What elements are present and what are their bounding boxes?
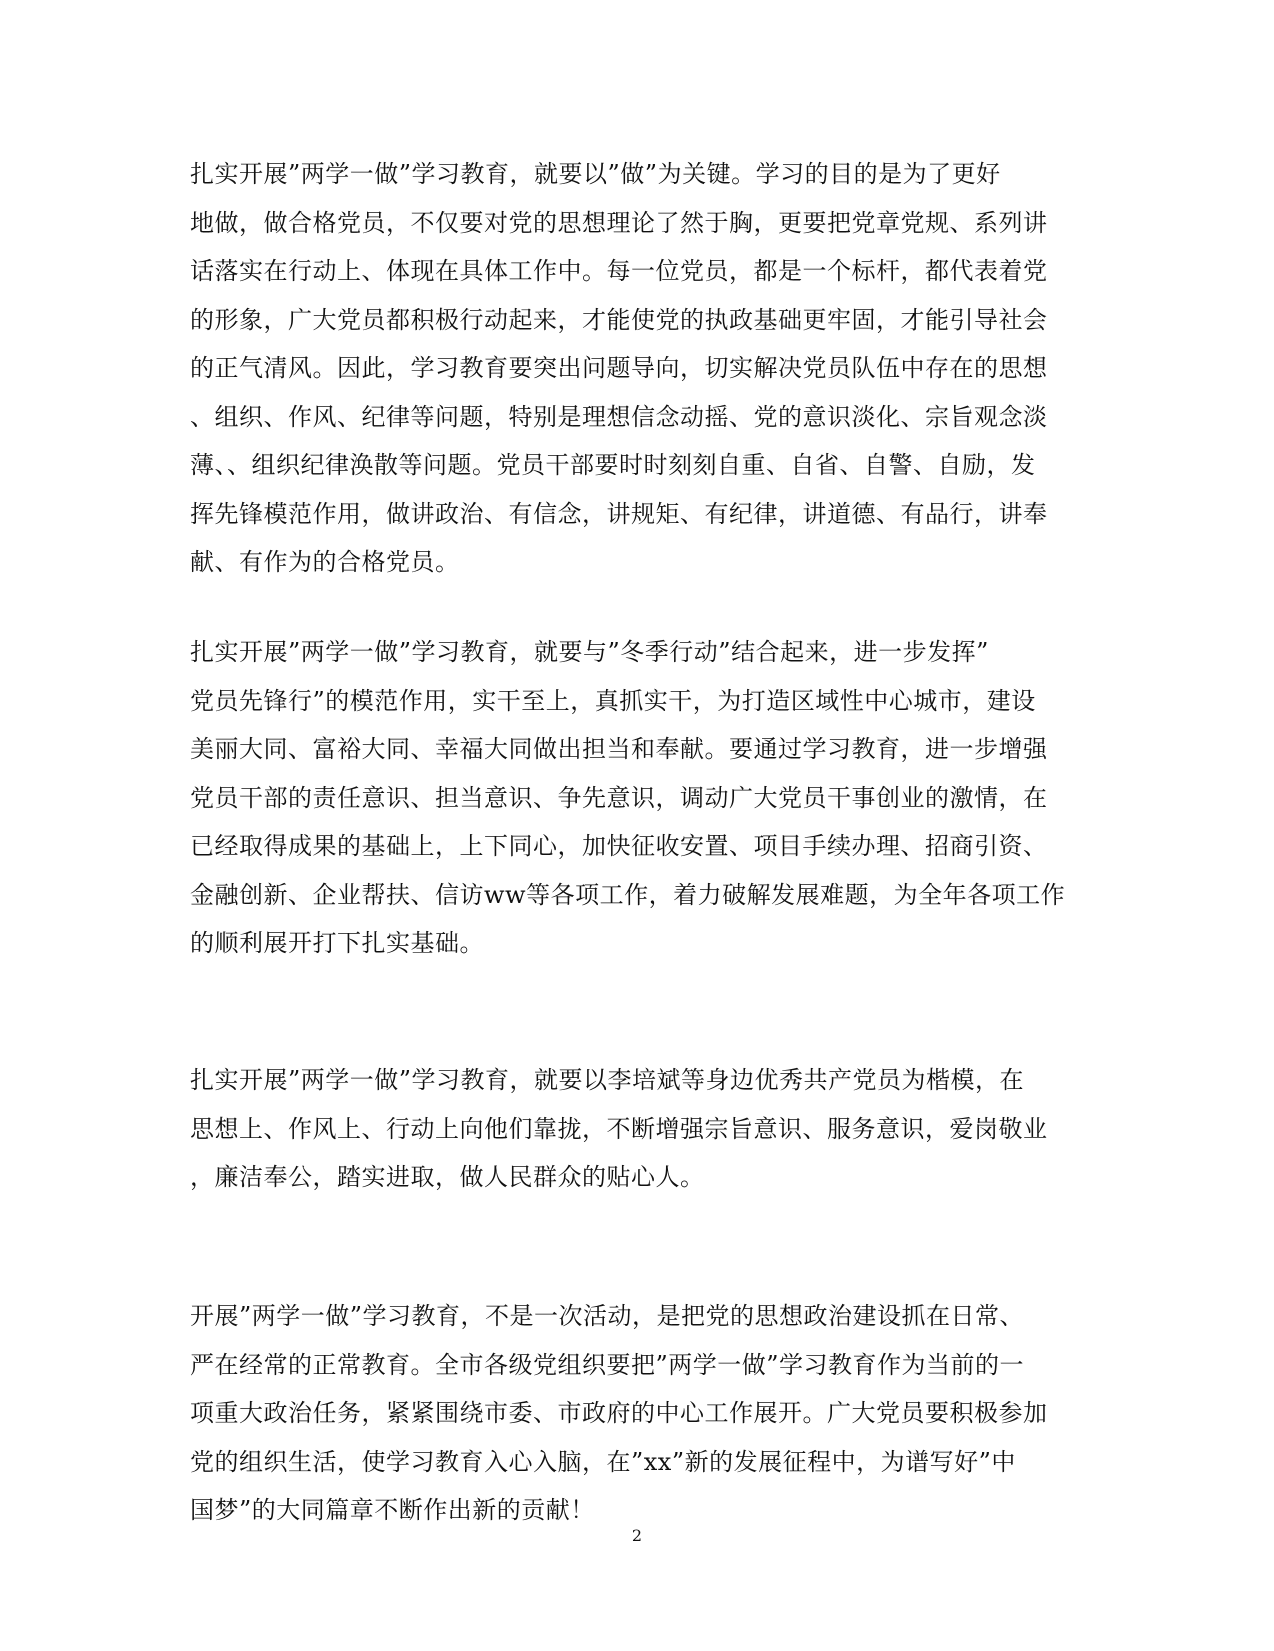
text-line: 、组织、作风、纪律等问题，特别是理想信念动摇、党的意识淡化、宗旨观念淡 [190,402,1048,431]
text-line: 党员先锋行”的模范作用，实干至上，真抓实干，为打造区域性中心城市，建设 [190,686,1036,715]
text-line: 薄、、组织纪律涣散等问题。党员干部要时时刻刻自重、自省、自警、自励，发 [190,451,1036,479]
text-line: ，廉洁奉公，踏实进取，做人民群众的贴心人。 [190,1163,705,1191]
text-line: 已经取得成果的基础上，上下同心，加快征收安置、项目手续办理、招商引资、 [190,832,1048,860]
text-line: 献、有作为的合格党员。 [190,548,460,576]
paragraph-1 [190,150,1070,587]
text-line: 扎实开展”两学一做”学习教育，就要以”做”为关键。学习的目的是为了更好 [190,160,1001,188]
paragraph-4 [190,1292,1070,1535]
text-line: 严在经常的正常教育。全市各级党组织要把”两学一做”学习教育作为当前的一 [190,1350,1025,1379]
text-line: 党的组织生活，使学习教育入心入脑，在”xx”新的发展征程中，为谱写好”中 [190,1447,1016,1476]
text-line: 扎实开展”两学一做”学习教育，就要与”冬季行动”结合起来，进一步发挥” [190,638,989,666]
text-line: 思想上、作风上、行动上向他们靠拢，不断增强宗旨意识、服务意识，爱岗敬业 [190,1114,1048,1143]
text-line: 的正气清风。因此，学习教育要突出问题导向，切实解决党员队伍中存在的思想 [190,354,1048,382]
page-number: 2 [631,1526,643,1545]
text-line: 的顺利展开打下扎实基础。 [190,929,484,957]
text-line: 扎实开展”两学一做”学习教育，就要以李培斌等身边优秀共产党员为楷模，在 [190,1066,1025,1094]
text-line: 国梦”的大同篇章不断作出新的贡献！ [190,1496,595,1524]
paragraph-2 [190,628,1070,968]
text-line: 开展”两学一做”学习教育，不是一次活动，是把党的思想政治建设抓在日常、 [190,1302,1025,1330]
text-line: 党员干部的责任意识、担当意识、争先意识，调动广大党员干事创业的激情，在 [190,783,1048,812]
text-line: 挥先锋模范作用，做讲政治、有信念，讲规矩、有纪律，讲道德、有品行，讲奉 [190,499,1048,528]
text-line: 话落实在行动上、体现在具体工作中。每一位党员，都是一个标杆，都代表着党 [190,257,1048,285]
paragraph-3 [190,1056,1070,1202]
text-line: 美丽大同、富裕大同、幸福大同做出担当和奉献。要通过学习教育，进一步增强 [190,735,1048,763]
text-line: 金融创新、企业帮扶、信访ww等各项工作，着力破解发展难题，为全年各项工作 [190,880,1066,909]
text-line: 的形象，广大党员都积极行动起来，才能使党的执政基础更牢固，才能引导社会 [190,305,1048,334]
text-line: 地做，做合格党员，不仅要对党的思想理论了然于胸，更要把党章党规、系列讲 [190,208,1048,237]
text-line: 项重大政治任务，紧紧围绕市委、市政府的中心工作展开。广大党员要积极参加 [190,1399,1048,1427]
